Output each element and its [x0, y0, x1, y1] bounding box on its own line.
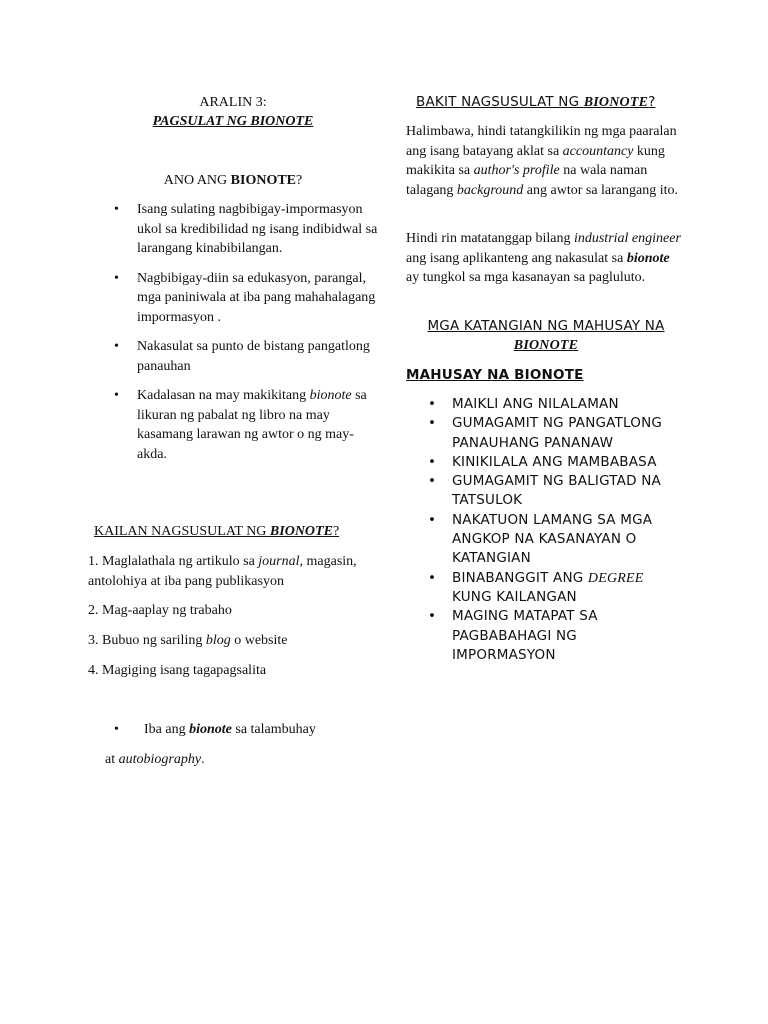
para-italic: author's profile: [473, 163, 560, 178]
bullet-icon: •: [114, 388, 119, 403]
heading-text: ?: [332, 524, 340, 539]
item-text: 3. Bubuo ng sariling: [88, 633, 206, 648]
heading-text: ?: [296, 173, 303, 188]
bullet-icon: •: [114, 339, 119, 354]
item-text: o website: [230, 633, 288, 648]
note-text: sa talambuhay: [231, 722, 316, 737]
list-item: [88, 269, 378, 328]
list-item-italic: bionote: [309, 388, 352, 403]
list-item: [406, 472, 676, 511]
para-text: Hindi rin matatanggap bilang: [406, 231, 574, 246]
bullet-icon: •: [114, 202, 119, 217]
item-italic: journal: [258, 554, 300, 569]
lesson-title-text: PAGSULAT NG BIONOTE: [152, 114, 314, 129]
bullet-icon: •: [428, 569, 437, 586]
heading-katangian: [406, 317, 686, 356]
bullet-icon: •: [428, 511, 437, 528]
list-item: [406, 511, 676, 569]
paragraph-halimbawa: [406, 122, 686, 200]
list-item-text: GUMAGAMIT NG BALIGTAD NA TATSULOK: [452, 473, 661, 509]
heading-bold: BIONOTE: [230, 173, 297, 188]
note-line-2: [105, 750, 378, 770]
numbered-item-4: 4. Magiging isang tagapagsalita: [88, 663, 267, 678]
note-bold-italic: bionote: [189, 722, 232, 737]
lesson-label: ARALIN 3:: [199, 95, 267, 110]
heading-text: MGA KATANGIAN NG MAHUSAY NA: [427, 318, 665, 334]
heading-bold-italic: BIONOTE: [583, 95, 649, 110]
list-item: [406, 607, 676, 665]
bullet-icon: •: [428, 396, 437, 412]
list-item-text: Isang sulating nagbibigay-impormasyon ukol sa kredibilidad ng isang indibidwal sa larangang kinabibilangan.: [137, 202, 378, 256]
bullet-icon: •: [114, 722, 119, 737]
definition-list: [88, 200, 378, 464]
bullet-icon: •: [114, 270, 119, 286]
note-italic: autobiography: [118, 752, 202, 767]
heading-bakit: [416, 93, 686, 112]
note-text: at: [105, 752, 119, 767]
subheading-text: MAHUSAY NA BIONOTE: [406, 367, 584, 383]
para-bold-italic: bionote: [626, 250, 670, 266]
item-text: 1. Maglalathala ng artikulo sa: [88, 554, 259, 569]
subheading-mahusay: [406, 366, 686, 385]
para-text: ang awtor sa larangang ito.: [523, 182, 679, 198]
heading-bold-italic: BIONOTE: [269, 524, 333, 539]
list-item-text: Nakasulat sa punto de bistang pangatlong panauhan: [137, 339, 370, 374]
heading-text: KAILAN NAGSUSULAT NG: [94, 524, 270, 539]
note-text: .: [201, 752, 205, 767]
para-text: Halimbawa, hindi tatangkilikin ng mga paaralan ang isang batayang aklat sa: [406, 124, 677, 159]
numbered-item-1: [88, 552, 378, 591]
numbered-item-2: 2. Mag-aaplay ng trabaho: [88, 603, 232, 618]
list-item: [406, 569, 676, 608]
list-item-text: Nagbibigay-diin sa edukasyon, parangal, mga paniniwala at iba pang mahahalagang impormasyon .: [137, 270, 376, 325]
para-text: ay tungkol sa mga kasanayan sa pagluluto.: [406, 270, 646, 285]
list-item-text: BINABANGGIT ANG: [452, 569, 588, 586]
item-italic: blog: [205, 633, 231, 648]
bullet-icon: •: [428, 453, 437, 470]
list-item-text: MAGING MATAPAT SA PAGBABAHAGI NG IMPORMASYON: [452, 608, 598, 663]
list-item-text: KINIKILALA ANG MAMBABASA: [452, 453, 657, 470]
list-item-text: KUNG KAILANGAN: [452, 588, 577, 605]
qualities-list: [406, 395, 676, 665]
item-text: , magasin, antolohiya at iba pang publikasyon: [88, 554, 357, 589]
heading-text: ?: [648, 94, 656, 110]
paragraph-hindi-rin: [406, 229, 686, 288]
para-italic: industrial engineer: [573, 231, 681, 246]
list-item: [88, 200, 378, 259]
note-text: Iba ang: [144, 722, 190, 737]
para-text: kung makikita sa: [406, 143, 665, 178]
bullet-icon: •: [428, 415, 437, 432]
heading-text: BAKIT NAGSUSULAT NG: [416, 94, 584, 110]
bullet-icon: •: [428, 473, 437, 490]
bullet-icon: •: [428, 608, 437, 625]
list-item: [88, 386, 378, 464]
lesson-title: [88, 112, 378, 132]
list-item-text: MAIKLI ANG NILALAMAN: [452, 396, 619, 412]
list-item: [406, 395, 676, 414]
heading-text: ANO ANG: [163, 173, 231, 188]
para-italic: background: [456, 182, 524, 198]
list-item-text: GUMAGAMIT NG PANGATLONG PANAUHANG PANANAW: [452, 415, 663, 451]
para-italic: accountancy: [562, 143, 634, 159]
numbered-item-3: [88, 631, 378, 651]
heading-kailan: [94, 522, 378, 542]
para-text: na wala naman talagang: [406, 163, 648, 198]
list-item: [88, 337, 378, 376]
list-item-italic: DEGREE: [587, 570, 644, 586]
list-item-text: NAKATUON LAMANG SA MGA ANGKOP NA KASANAYAN O KATANGIAN: [452, 511, 653, 567]
list-item-text: sa likuran ng pabalat ng libro na may kasamang larawan ng awtor o ng may-akda.: [137, 388, 367, 462]
list-item-text: Kadalasan na may makikitang: [137, 388, 310, 403]
list-item: [406, 453, 676, 472]
heading-bold-italic: BIONOTE: [513, 338, 579, 354]
heading-ano-ang-bionote: [88, 171, 378, 191]
para-text: ang isang aplikanteng ang nakasulat sa: [406, 250, 627, 266]
list-item: [406, 414, 676, 453]
